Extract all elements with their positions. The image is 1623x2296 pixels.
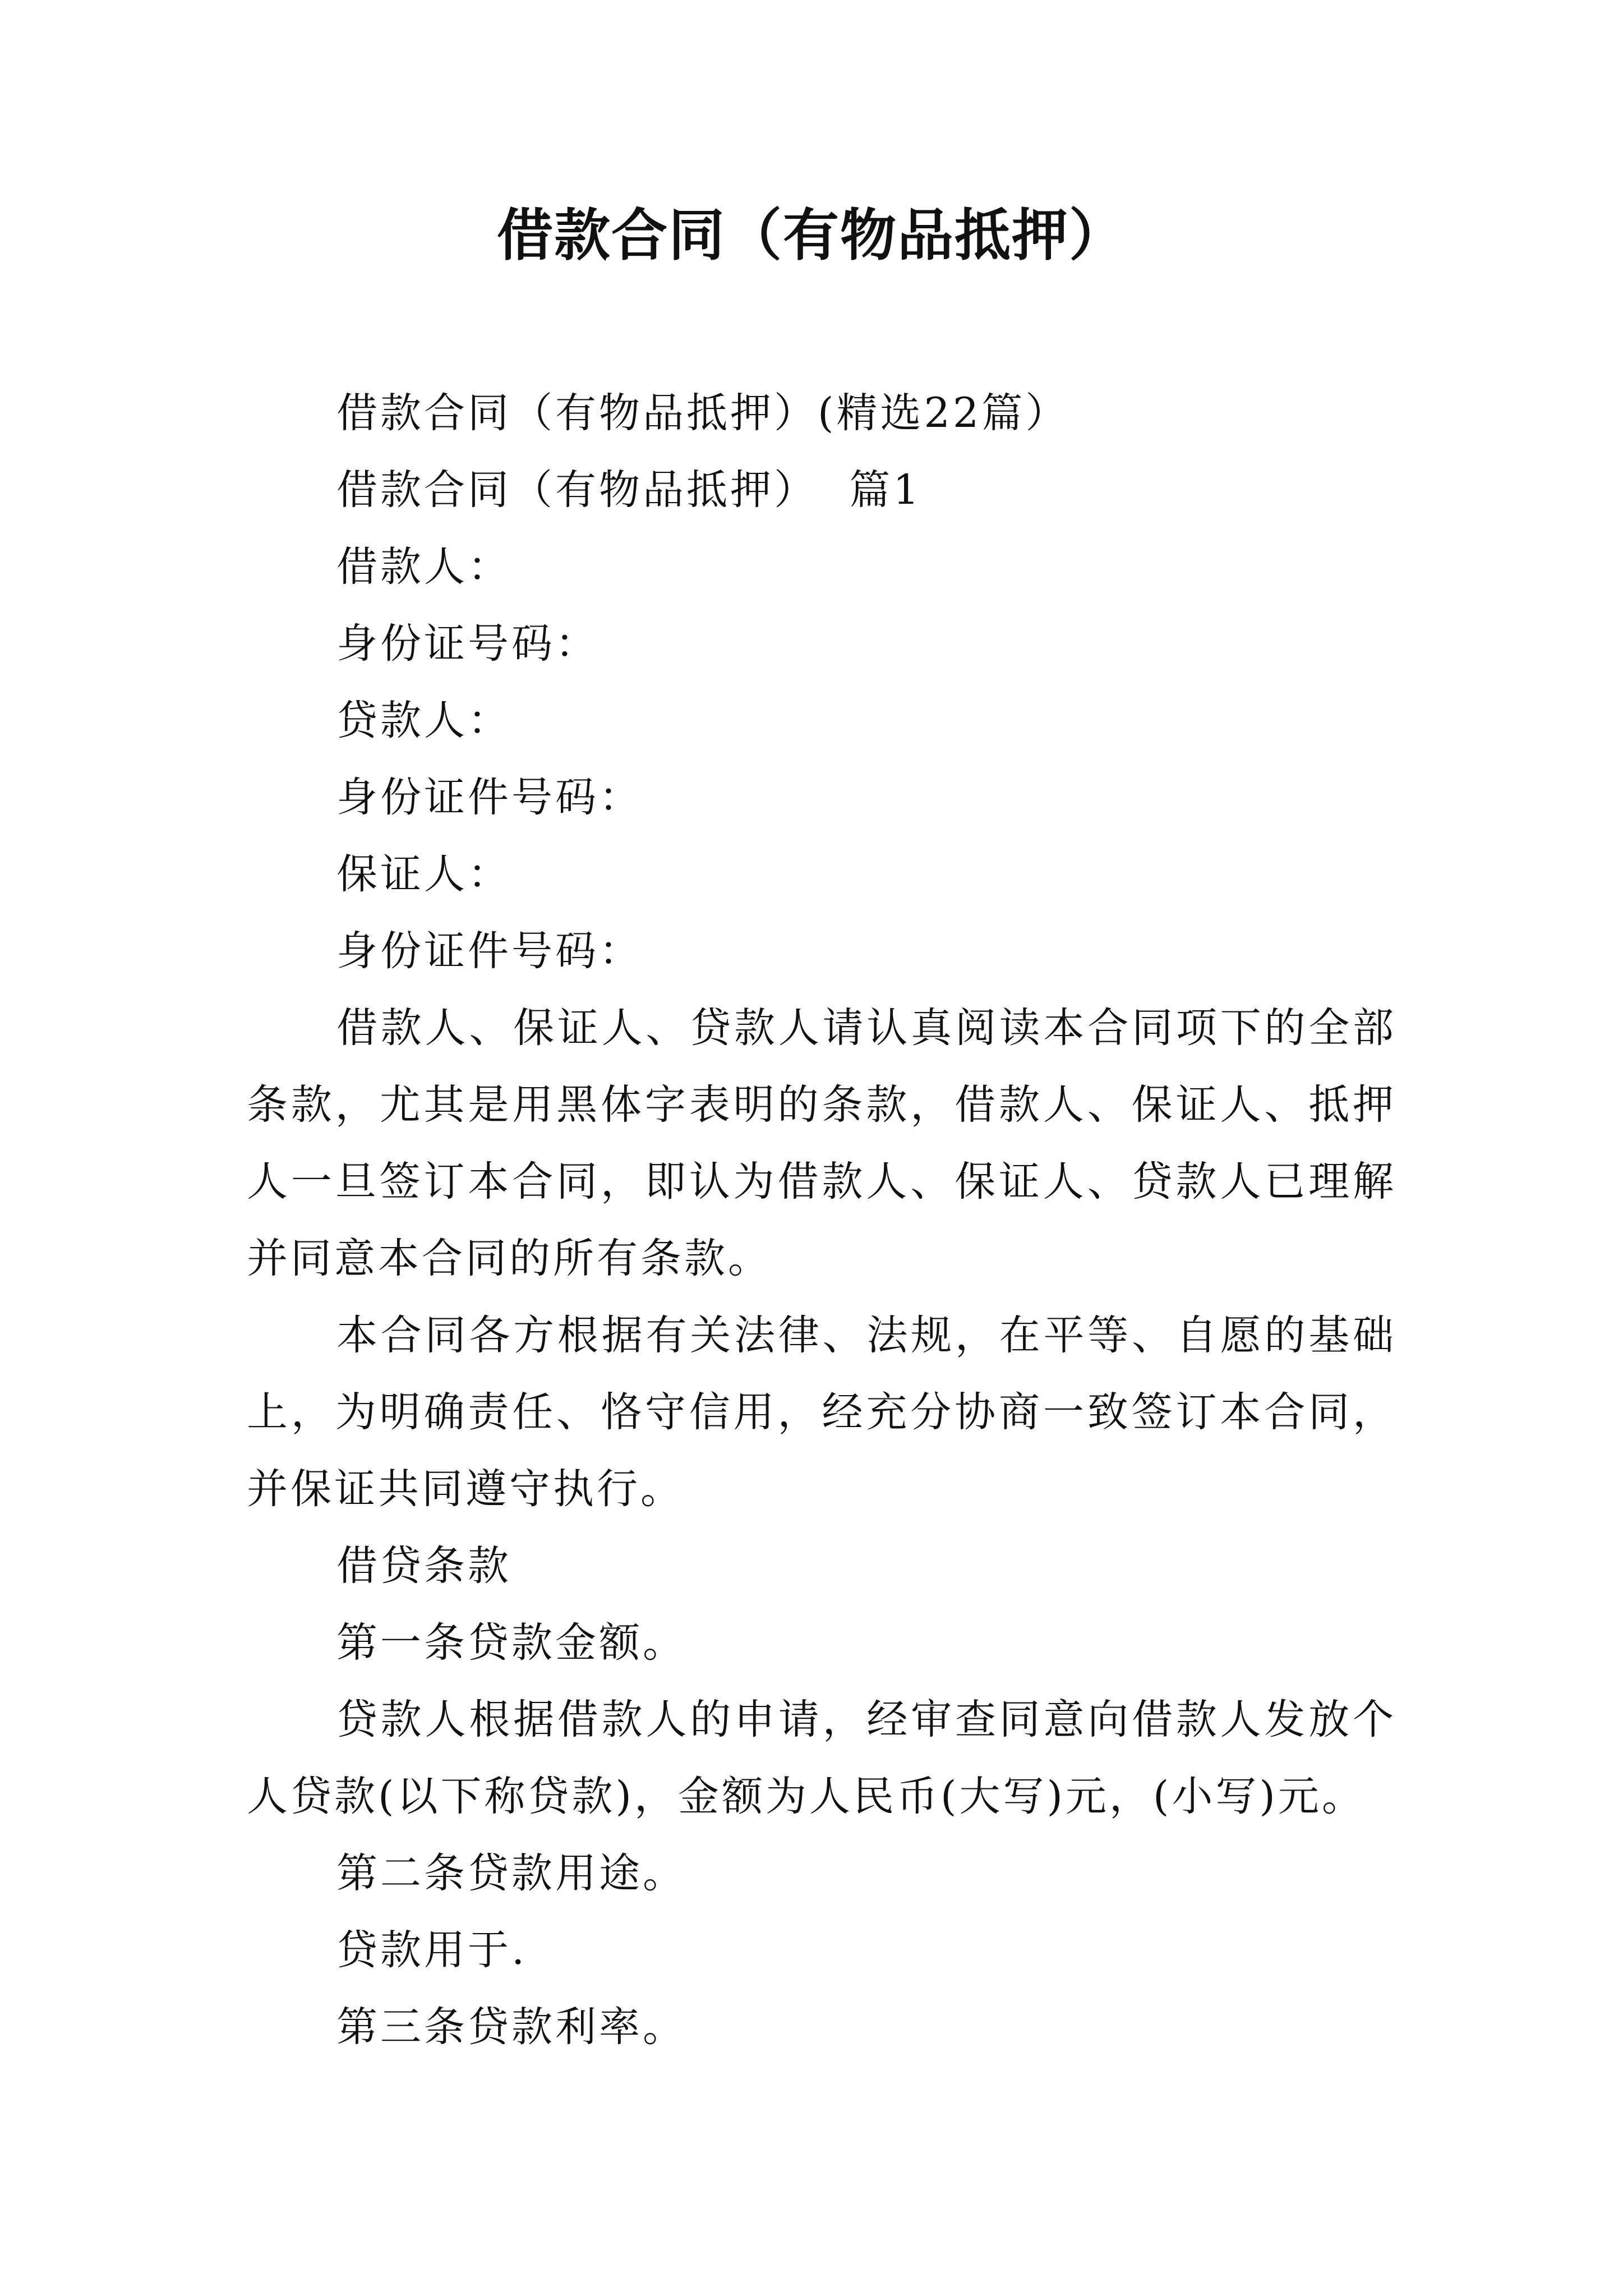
paragraph-loan-terms-heading: 借贷条款 (336, 1542, 511, 1590)
paragraph-guarantor-id: 身份证件号码： (336, 927, 643, 975)
paragraph-article-1-text: 贷款人根据借款人的申请，经审查同意向借款人发放个人贷款(以下称贷款)，金额为人民币(大写)元，(小写)元。 (247, 1696, 1396, 1820)
paragraph-guarantor: 保证人： (336, 850, 511, 898)
document-title: 借款合同（有物品抵押） (497, 203, 1126, 268)
paragraph-article-2: 第二条贷款用途。 (336, 1849, 686, 1897)
paragraph-article-1: 第一条贷款金额。 (336, 1619, 686, 1667)
document-body (247, 375, 1396, 2065)
paragraph-article-2-text: 贷款用于. (336, 1926, 528, 1974)
paragraph-article-3: 第三条贷款利率。 (336, 2003, 686, 2051)
paragraph-notice: 借款人、保证人、贷款人请认真阅读本合同项下的全部条款，尤其是用黑体字表明的条款，借款人、保证人、抵押人一旦签订本合同，即认为借款人、保证人、贷款人已理解并同意本合同的所有条款。 (247, 1004, 1396, 1282)
paragraph-section-heading: 借款合同（有物品抵押） 篇1 (336, 466, 922, 514)
paragraph-borrower-id: 身份证号码： (336, 620, 599, 668)
paragraph-subtitle: 借款合同（有物品抵押）(精选22篇） (336, 389, 1069, 437)
paragraph-lender: 贷款人： (336, 697, 511, 744)
paragraph-borrower: 借款人： (336, 543, 511, 591)
paragraph-lender-id: 身份证件号码： (336, 774, 643, 821)
paragraph-agreement: 本合同各方根据有关法律、法规，在平等、自愿的基础上，为明确责任、恪守信用，经充分协商一致签订本合同，并保证共同遵守执行。 (247, 1312, 1396, 1513)
